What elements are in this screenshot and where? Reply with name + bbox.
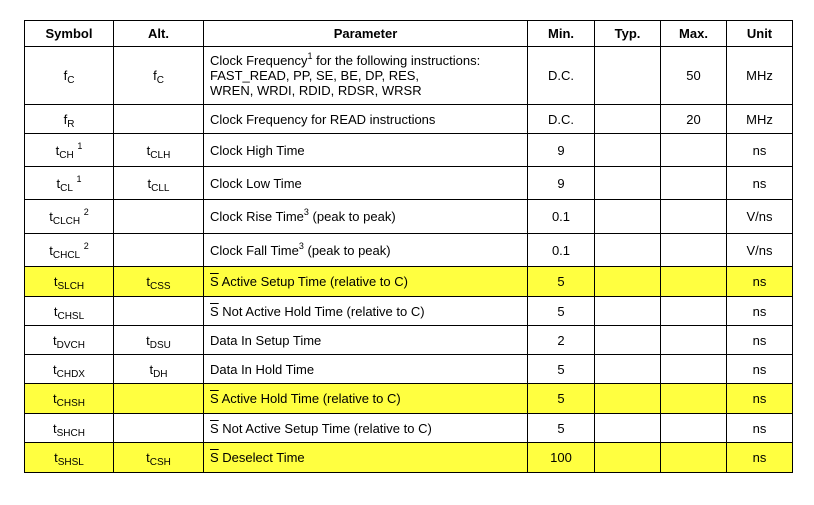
max-cell xyxy=(661,234,727,267)
alt-cell: $f_C$ xyxy=(114,47,204,105)
symbol-cell: $t_{CHDX}$ xyxy=(25,355,114,384)
alt-cell: $t_{CSS}$ xyxy=(114,267,204,297)
typ-cell xyxy=(595,105,661,134)
unit-cell: ns xyxy=(727,384,793,414)
unit-cell: ns xyxy=(727,267,793,297)
min-cell: 5 xyxy=(528,384,595,414)
min-cell: 2 xyxy=(528,326,595,355)
min-cell: 0.1 xyxy=(528,234,595,267)
typ-cell xyxy=(595,443,661,473)
table-row xyxy=(25,234,793,267)
alt-cell: $t_{DH}$ xyxy=(114,355,204,384)
header-min: Min. xyxy=(528,21,595,47)
max-cell: 20 xyxy=(661,105,727,134)
symbol-cell: $t_{SHCH}$ xyxy=(25,414,114,443)
unit-cell: ns xyxy=(727,355,793,384)
table-row xyxy=(25,443,793,473)
table-row xyxy=(25,414,793,443)
table-row xyxy=(25,167,793,200)
unit-cell: V/ns xyxy=(727,200,793,234)
header-unit: Unit xyxy=(727,21,793,47)
parameter-cell: Clock Fall Time$^3$ (peak to peak) xyxy=(204,234,528,267)
typ-cell xyxy=(595,384,661,414)
symbol-cell: $f_C$ xyxy=(25,47,114,105)
max-cell xyxy=(661,200,727,234)
unit-cell: ns xyxy=(727,443,793,473)
max-cell xyxy=(661,134,727,167)
min-cell: 100 xyxy=(528,443,595,473)
min-cell: 5 xyxy=(528,297,595,326)
min-cell: 9 xyxy=(528,167,595,200)
typ-cell xyxy=(595,234,661,267)
parameter-cell: $\overline{S}$ Deselect Time xyxy=(204,443,528,473)
min-cell: 9 xyxy=(528,134,595,167)
table-row xyxy=(25,267,793,297)
min-cell: 0.1 xyxy=(528,200,595,234)
max-cell xyxy=(661,267,727,297)
alt-cell: $t_{CLL}$ xyxy=(114,167,204,200)
min-cell: D.C. xyxy=(528,47,595,105)
unit-cell: ns xyxy=(727,167,793,200)
table-row xyxy=(25,297,793,326)
symbol-cell: $t_{SLCH}$ xyxy=(25,267,114,297)
max-cell xyxy=(661,443,727,473)
parameter-cell: $\overline{S}$ Active Hold Time (relative to C) xyxy=(204,384,528,414)
parameter-cell: Clock Rise Time$^3$ (peak to peak) xyxy=(204,200,528,234)
header-typ: Typ. xyxy=(595,21,661,47)
symbol-cell: $t_{CH}$ $^1$ xyxy=(25,134,114,167)
table-row xyxy=(25,200,793,234)
max-cell xyxy=(661,414,727,443)
parameter-cell: Clock High Time xyxy=(204,134,528,167)
parameter-cell: $\overline{S}$ Not Active Hold Time (relative to C) xyxy=(204,297,528,326)
alt-cell xyxy=(114,297,204,326)
header-symbol: Symbol xyxy=(25,21,114,47)
unit-cell: V/ns xyxy=(727,234,793,267)
typ-cell xyxy=(595,200,661,234)
typ-cell xyxy=(595,167,661,200)
table-header-row xyxy=(25,21,793,47)
max-cell xyxy=(661,297,727,326)
alt-cell xyxy=(114,384,204,414)
typ-cell xyxy=(595,297,661,326)
max-cell: 50 xyxy=(661,47,727,105)
max-cell xyxy=(661,326,727,355)
alt-cell xyxy=(114,105,204,134)
alt-cell xyxy=(114,200,204,234)
header-alt: Alt. xyxy=(114,21,204,47)
parameter-cell: $\overline{S}$ Not Active Setup Time (relative to C) xyxy=(204,414,528,443)
table-row xyxy=(25,134,793,167)
max-cell xyxy=(661,167,727,200)
alt-cell: $t_{CSH}$ xyxy=(114,443,204,473)
unit-cell: ns xyxy=(727,134,793,167)
min-cell: 5 xyxy=(528,414,595,443)
ac-characteristics-table xyxy=(24,20,793,473)
parameter-cell: Clock Frequency for READ instructions xyxy=(204,105,528,134)
table-row xyxy=(25,47,793,105)
parameter-cell: Data In Setup Time xyxy=(204,326,528,355)
max-cell xyxy=(661,384,727,414)
symbol-cell: $t_{SHSL}$ xyxy=(25,443,114,473)
symbol-cell: $t_{CHCL}$ $^2$ xyxy=(25,234,114,267)
table-row xyxy=(25,355,793,384)
min-cell: 5 xyxy=(528,355,595,384)
unit-cell: ns xyxy=(727,326,793,355)
alt-cell xyxy=(114,234,204,267)
typ-cell xyxy=(595,267,661,297)
table-row xyxy=(25,326,793,355)
symbol-cell: $t_{CHSH}$ xyxy=(25,384,114,414)
alt-cell xyxy=(114,414,204,443)
header-parameter: Parameter xyxy=(204,21,528,47)
unit-cell: ns xyxy=(727,414,793,443)
unit-cell: MHz xyxy=(727,105,793,134)
symbol-cell: $t_{CLCH}$ $^2$ xyxy=(25,200,114,234)
min-cell: 5 xyxy=(528,267,595,297)
parameter-cell: Clock Frequency$^1$ for the following instructions: FAST_READ, PP, SE, BE, DP, RES, WREN, WRDI, RDID, RDSR, WRSR xyxy=(204,47,528,105)
unit-cell: MHz xyxy=(727,47,793,105)
typ-cell xyxy=(595,355,661,384)
typ-cell xyxy=(595,414,661,443)
symbol-cell: $t_{CL}$ $^1$ xyxy=(25,167,114,200)
table-row xyxy=(25,105,793,134)
symbol-cell: $f_R$ xyxy=(25,105,114,134)
header-max: Max. xyxy=(661,21,727,47)
symbol-cell: $t_{DVCH}$ xyxy=(25,326,114,355)
symbol-cell: $t_{CHSL}$ xyxy=(25,297,114,326)
max-cell xyxy=(661,355,727,384)
alt-cell: $t_{CLH}$ xyxy=(114,134,204,167)
typ-cell xyxy=(595,134,661,167)
parameter-cell: $\overline{S}$ Active Setup Time (relative to C) xyxy=(204,267,528,297)
alt-cell: $t_{DSU}$ xyxy=(114,326,204,355)
min-cell: D.C. xyxy=(528,105,595,134)
unit-cell: ns xyxy=(727,297,793,326)
parameter-cell: Clock Low Time xyxy=(204,167,528,200)
typ-cell xyxy=(595,47,661,105)
typ-cell xyxy=(595,326,661,355)
table-row xyxy=(25,384,793,414)
parameter-cell: Data In Hold Time xyxy=(204,355,528,384)
